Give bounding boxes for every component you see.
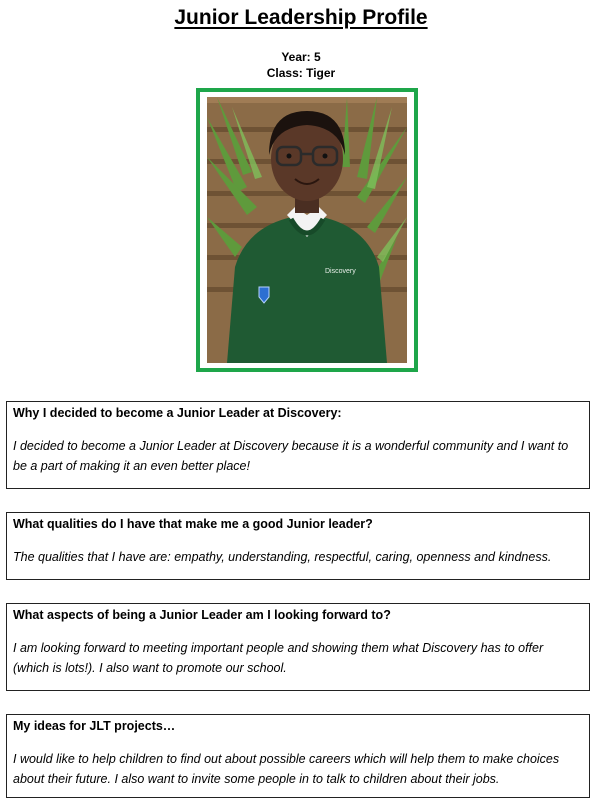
section-looking-forward: [6, 603, 590, 691]
class-label: Class: Tiger: [266, 66, 336, 80]
section-heading: What aspects of being a Junior Leader am I looking forward to?: [13, 608, 391, 622]
page-title: Junior Leadership Profile: [174, 6, 428, 29]
section-body: I decided to become a Junior Leader at Discovery because it is a wonderful community and I want to be a part of making it an even better place!: [13, 439, 569, 473]
student-portrait-illustration: [207, 97, 407, 363]
section-body: The qualities that I have are: empathy, understanding, respectful, caring, openness and kindness.: [13, 550, 552, 564]
section-why-leader: [6, 401, 590, 489]
year-label: Year: 5: [281, 50, 321, 64]
section-qualities: [6, 512, 590, 580]
section-heading: Why I decided to become a Junior Leader at Discovery:: [13, 406, 342, 420]
section-heading: What qualities do I have that make me a good Junior leader?: [13, 517, 373, 531]
section-project-ideas: [6, 714, 590, 798]
section-body: I would like to help children to find out about possible careers which will help them to make choices about their future. I also want to invite some people in to talk to children about their jobs.: [13, 752, 560, 786]
profile-photo: [207, 97, 407, 363]
section-heading: My ideas for JLT projects…: [13, 719, 176, 733]
profile-photo-frame: [196, 88, 418, 372]
section-body: I am looking forward to meeting important people and showing them what Discovery has to offer (which is lots!). I also want to promote our school.: [13, 641, 544, 675]
sweater-logo: Discovery: [325, 268, 356, 275]
